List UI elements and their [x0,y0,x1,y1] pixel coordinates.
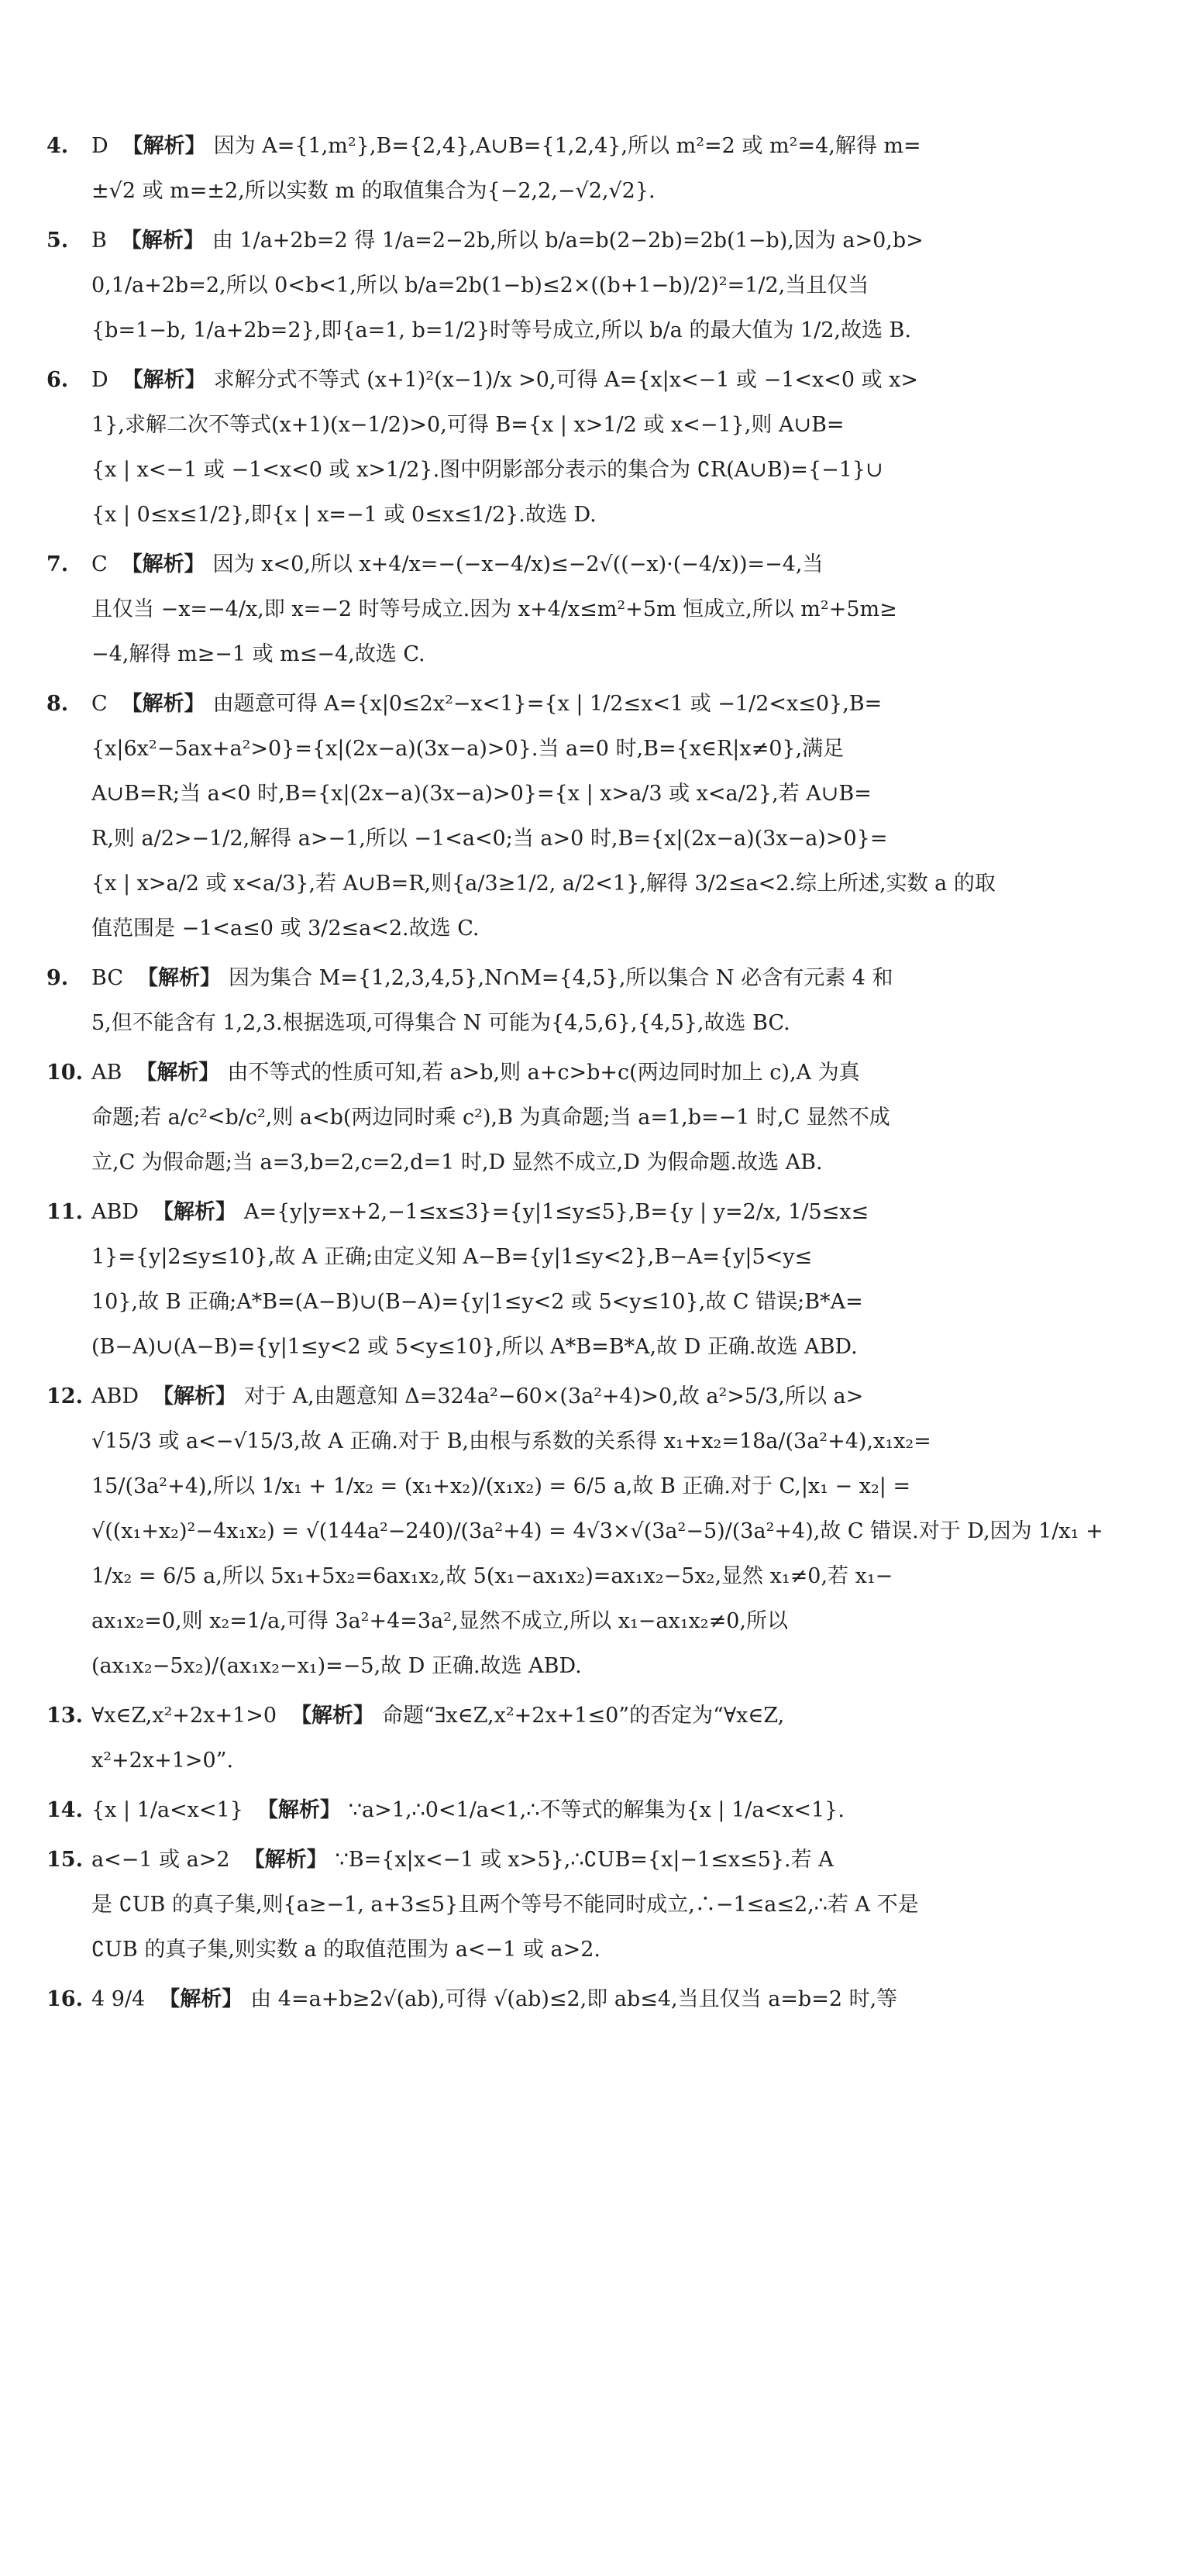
solution-text: 由不等式的性质可知,若 a>b,则 a+c>b+c(两边同时加上 c),A 为真 [227,1061,860,1085]
solution-line [91,1095,1131,1140]
answer-choice: {x | 1/a<x<1} [91,1798,243,1822]
solution-text: {x | x>a/2 或 x<a/3},若 A∪B=R,则{a/3≥1/2, a/2<1},解得 3/2≤a<2.综上所述,实数 a 的取 [91,872,996,896]
solution-line [91,493,1131,538]
solution-line [91,1464,1131,1509]
solution-text: 10},故 B 正确;A*B=(A−B)∪(B−A)={y|1≤y<2 或 5<y≤10},故 C 错误;B*A= [91,1290,863,1314]
solution-text: 因为集合 M={1,2,3,4,5},N∩M={4,5},所以集合 N 必含有元素 4 和 [229,966,893,990]
analysis-tag: 【解析】 [121,552,205,576]
item-number: 5. [46,229,69,253]
solution-text: 1},求解二次不等式(x+1)(x−1/2)>0,可得 B={x | x>1/2 或 x<−1},则 A∪B= [91,413,845,437]
item-body [91,1694,1131,1783]
solution-text: ∵B={x|x<−1 或 x>5},∴∁UB={x|−1≤x≤5}.若 A [335,1848,834,1872]
item-number: 13. [46,1704,83,1728]
item-body [91,124,1131,214]
solution-text: {b=1−b, 1/a+2b=2},即{a=1, b=1/2}时等号成立,所以 b/a 的最大值为 1/2,故选 B. [91,318,911,342]
solution-line [91,1051,1131,1095]
analysis-tag: 【解析】 [159,1987,243,2011]
item-body [91,358,1131,538]
solution-text: 由 1/a+2b=2 得 1/a=2−2b,所以 b/a=b(2−2b)=2b(1−b),因为 a>0,b> [212,229,924,253]
item-number: 6. [46,368,69,392]
solution-line [91,587,1131,632]
solution-text: 15/(3a²+4),所以 1/x₁ + 1/x₂ = (x₁+x₂)/(x₁x₂) = 6/5 a,故 B 正确.对于 C,|x₁ − x₂| = [91,1474,911,1498]
solution-text: ±√2 或 m=±2,所以实数 m 的取值集合为{−2,2,−√2,√2}. [91,179,656,203]
answer-choice: D [91,134,108,158]
solution-text: −4,解得 m≥−1 或 m≤−4,故选 C. [91,642,425,666]
solution-line [91,542,1131,587]
solution-line [91,817,1131,862]
solution-text: (ax₁x₂−5x₂)/(ax₁x₂−x₁)=−5,故 D 正确.故选 ABD. [91,1654,582,1678]
solution-line [91,1235,1131,1280]
solution-item [46,1374,1131,1689]
solution-line [91,1509,1131,1554]
solution-text: 值范围是 −1<a≤0 或 3/2≤a<2.故选 C. [91,917,480,941]
solution-line [91,1883,1131,1928]
item-body [91,1374,1131,1689]
solution-line [91,906,1131,951]
solution-line [91,862,1131,906]
solution-text: 且仅当 −x=−4/x,即 x=−2 时等号成立.因为 x+4/x≤m²+5m 恒成立,所以 m²+5m≥ [91,597,897,621]
solution-line [91,1788,1131,1833]
item-number: 8. [46,692,69,716]
item-body [91,1190,1131,1370]
solution-line [91,169,1131,214]
solution-text: A∪B=R;当 a<0 时,B={x|(2x−a)(3x−a)>0}={x | x>a/3 或 x<a/2},若 A∪B= [91,782,872,806]
solution-text: 0,1/a+2b=2,所以 0<b<1,所以 b/a=2b(1−b)≤2×((b+1−b)/2)²=1/2,当且仅当 [91,273,869,297]
solution-line [91,1694,1131,1739]
solution-line [91,1001,1131,1046]
solution-text: {x | x<−1 或 −1<x<0 或 x>1/2}.图中阴影部分表示的集合为 ∁R(A∪B)={−1}∪ [91,458,883,482]
answer-choice: C [91,552,108,576]
solution-text: 1/x₂ = 6/5 a,所以 5x₁+5x₂=6ax₁x₂,故 5(x₁−ax₁x₂)=ax₁x₂−5x₂,显然 x₁≠0,若 x₁− [91,1564,893,1588]
solution-line [91,263,1131,308]
answer-choice: ∀x∈Z,x²+2x+1>0 [91,1704,277,1728]
item-body [91,1788,1131,1833]
solution-item [46,1051,1131,1185]
solution-text: ∵a>1,∴0<1/a<1,∴不等式的解集为{x | 1/a<x<1}. [348,1798,845,1822]
solution-text: (B−A)∪(A−B)={y|1≤y<2 或 5<y≤10},所以 A*B=B*A,故 D 正确.故选 ABD. [91,1335,858,1359]
solution-line [91,772,1131,817]
item-body [91,218,1131,353]
answer-choice: B [91,229,107,253]
solution-item [46,124,1131,214]
solution-item [46,542,1131,677]
item-body [91,1977,1131,2022]
analysis-tag: 【解析】 [137,966,222,990]
solution-line [91,682,1131,727]
analysis-tag: 【解析】 [243,1848,328,1872]
solution-item [46,1838,1131,1972]
analysis-tag: 【解析】 [256,1798,341,1822]
item-body [91,682,1131,951]
item-number: 16. [46,1987,83,2011]
answer-choice: ABD [91,1384,139,1408]
solution-text: ax₁x₂=0,则 x₂=1/a,可得 3a²+4=3a²,显然不成立,所以 x₁−ax₁x₂≠0,所以 [91,1609,789,1633]
solution-text: 因为 x<0,所以 x+4/x=−(−x−4/x)≤−2√((−x)·(−4/x))=−4,当 [212,552,824,576]
item-body [91,542,1131,677]
solution-text: {x | 0≤x≤1/2},即{x | x=−1 或 0≤x≤1/2}.故选 D. [91,503,597,527]
solution-item [46,358,1131,538]
answer-choice: 4 9/4 [91,1987,146,2011]
solution-line [91,403,1131,448]
answer-choice: ABD [91,1200,139,1224]
solution-line [91,358,1131,403]
solution-line [91,124,1131,169]
analysis-tag: 【解析】 [121,692,205,716]
solution-line [91,1419,1131,1464]
analysis-tag: 【解析】 [153,1200,236,1224]
solution-text: 由 4=a+b≥2√(ab),可得 √(ab)≤2,即 ab≤4,当且仅当 a=b=2 时,等 [250,1987,898,2011]
solution-text: {x|6x²−5ax+a²>0}={x|(2x−a)(3x−a)>0}.当 a=0 时,B={x∈R|x≠0},满足 [91,737,845,761]
solution-text: A={y|y=x+2,−1≤x≤3}={y|1≤y≤5},B={y | y=2/x, 1/5≤x≤ [244,1200,869,1224]
solution-line [91,632,1131,677]
solution-line [91,1374,1131,1419]
answer-choice: D [91,368,108,392]
solution-line [91,956,1131,1001]
solution-item [46,1788,1131,1833]
solution-line [91,218,1131,263]
answer-choice: C [91,692,108,716]
item-number: 7. [46,552,69,576]
solution-item [46,1190,1131,1370]
answer-choice: a<−1 或 a>2 [91,1848,230,1872]
solution-text: R,则 a/2>−1/2,解得 a>−1,所以 −1<a<0;当 a>0 时,B={x|(2x−a)(3x−a)>0}= [91,827,888,851]
solution-line [91,727,1131,772]
item-number: 12. [46,1384,83,1408]
analysis-tag: 【解析】 [122,134,206,158]
item-number: 4. [46,134,69,158]
analysis-tag: 【解析】 [153,1384,236,1408]
solution-text: ∁UB 的真子集,则实数 a 的取值范围为 a<−1 或 a>2. [91,1938,600,1962]
item-body [91,956,1131,1046]
solution-line [91,1599,1131,1644]
answer-choice: AB [91,1061,122,1085]
solution-text: 5,但不能含有 1,2,3.根据选项,可得集合 N 可能为{4,5,6},{4,5},故选 BC. [91,1011,790,1035]
solution-item [46,1694,1131,1783]
solution-line [91,1838,1131,1883]
solution-item [46,218,1131,353]
solution-item [46,956,1131,1046]
solution-text: 1}={y|2≤y≤10},故 A 正确;由定义知 A−B={y|1≤y<2},B−A={y|5<y≤ [91,1245,813,1269]
solution-line [91,308,1131,353]
solution-line [91,1739,1131,1783]
item-body [91,1051,1131,1185]
solution-text: 对于 A,由题意知 Δ=324a²−60×(3a²+4)>0,故 a²>5/3,所以 a> [244,1384,864,1408]
solution-line [91,448,1131,493]
analysis-tag: 【解析】 [291,1704,375,1728]
solution-text: x²+2x+1>0”. [91,1749,234,1773]
answer-choice: BC [91,966,124,990]
solution-text: 命题“∃x∈Z,x²+2x+1≤0”的否定为“∀x∈Z, [382,1704,785,1728]
solution-line [91,1928,1131,1972]
solution-text: 因为 A={1,m²},B={2,4},A∪B={1,2,4},所以 m²=2 或 m²=4,解得 m= [213,134,921,158]
item-number: 15. [46,1848,83,1872]
solution-line [91,1140,1131,1185]
solution-text: 由题意可得 A={x|0≤2x²−x<1}={x | 1/2≤x<1 或 −1/2<x≤0},B= [212,692,883,716]
solution-line [91,1190,1131,1235]
solution-text: 求解分式不等式 (x+1)²(x−1)/x >0,可得 A={x|x<−1 或 −1<x<0 或 x> [213,368,919,392]
item-body [91,1838,1131,1972]
solution-line [91,1977,1131,2022]
solution-text: √((x₁+x₂)²−4x₁x₂) = √(144a²−240)/(3a²+4) = 4√3×√(3a²−5)/(3a²+4),故 C 错误.对于 D,因为 1/x₁ + [91,1519,1103,1543]
item-number: 9. [46,966,69,990]
item-number: 11. [46,1200,83,1224]
solution-text: √15/3 或 a<−√15/3,故 A 正确.对于 B,由根与系数的关系得 x₁+x₂=18a/(3a²+4),x₁x₂= [91,1429,931,1453]
analysis-tag: 【解析】 [122,368,206,392]
item-number: 10. [46,1061,83,1085]
solution-line [91,1644,1131,1689]
analysis-tag: 【解析】 [120,229,205,253]
solution-text: 命题;若 a/c²<b/c²,则 a<b(两边同时乘 c²),B 为真命题;当 a=1,b=−1 时,C 显然不成 [91,1106,890,1130]
solution-line [91,1554,1131,1599]
solution-item [46,682,1131,951]
solution-line [91,1325,1131,1370]
solution-line [91,1280,1131,1325]
solution-item [46,1977,1131,2022]
analysis-tag: 【解析】 [136,1061,220,1085]
item-number: 14. [46,1798,83,1822]
solution-text: 是 ∁UB 的真子集,则{a≥−1, a+3≤5}且两个等号不能同时成立,∴−1≤a≤2,∴若 A 不是 [91,1893,919,1917]
solution-text: 立,C 为假命题;当 a=3,b=2,c=2,d=1 时,D 显然不成立,D 为假命题.故选 AB. [91,1150,823,1175]
